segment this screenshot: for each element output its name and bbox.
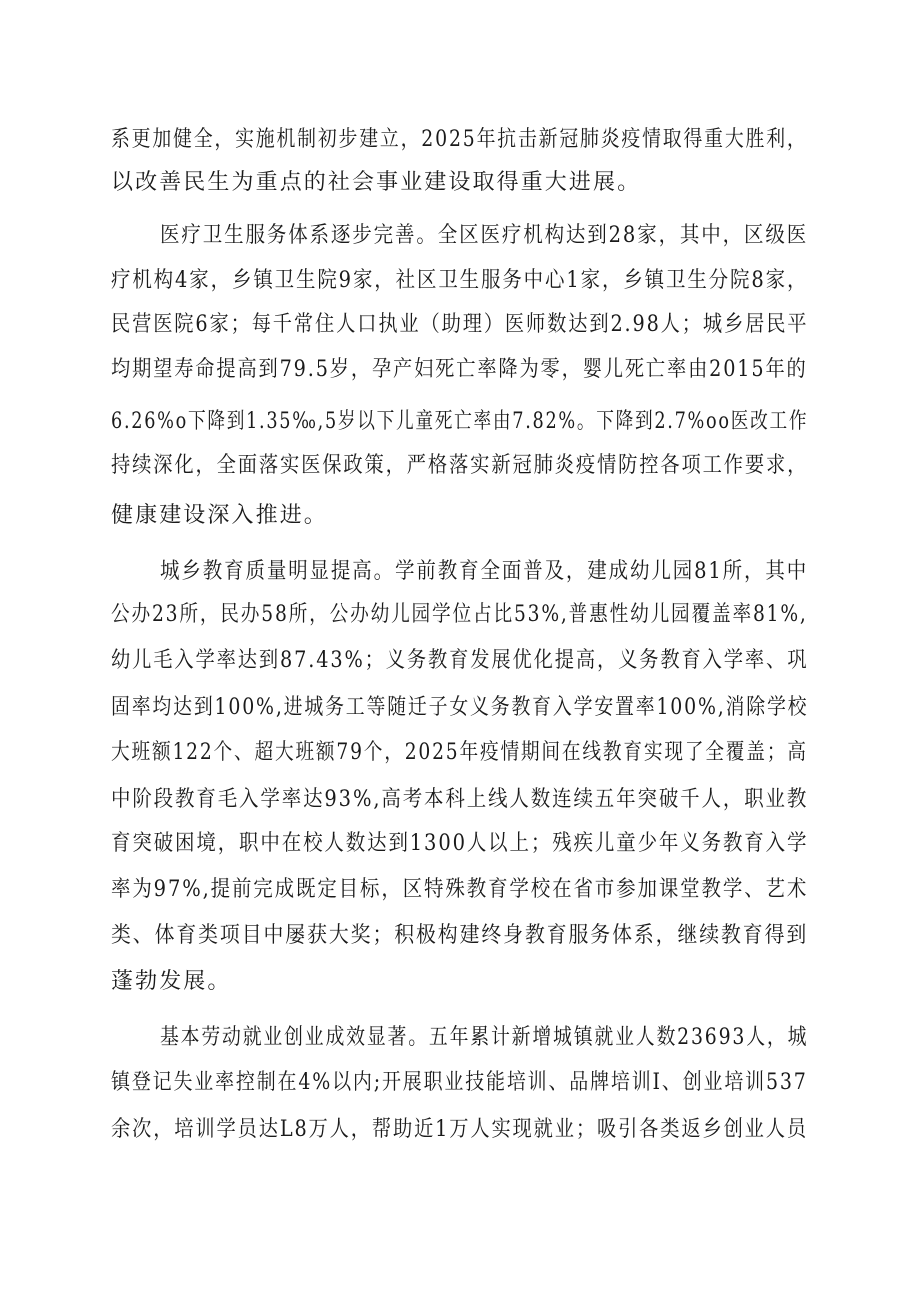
text-line [0, 688, 920, 728]
text-line [0, 733, 920, 773]
paragraph-text: 均期望寿命提高到79.5岁，孕产妇死亡率降为零，婴儿死亡率由2015年的 [111, 357, 808, 382]
paragraph-text: 基本劳动就业创业成效显著。五年累计新增城镇就业人数23693人，城 [160, 1025, 809, 1050]
text-line [0, 1063, 920, 1103]
paragraph-text: 率为97%,提前完成既定目标，区特殊教育学校在省市参加课堂教学、艺术 [111, 877, 809, 902]
text-line [0, 641, 920, 681]
text-line [0, 261, 920, 301]
paragraph-text: 类、体育类项目中屡获大奖；积极构建终身教育服务体系，继续教育得到 [111, 923, 809, 948]
text-line [0, 552, 920, 592]
paragraph-text: 健康建设深入推进。 [111, 503, 328, 528]
paragraph-text: 持续深化，全面落实医保政策，严格落实新冠肺炎疫情防控各项工作要求， [111, 453, 809, 478]
paragraph-text: 6.26%o下降到1.35‰,5岁以下儿童死亡率由7.82%。下降到2.7%oo医改工作 [111, 409, 809, 434]
paragraph-text: 系更加健全，实施机制初步建立，2025年抗击新冠肺炎疫情取得重大胜利， [111, 127, 808, 152]
paragraph-text: 余次，培训学员达L8万人，帮助近1万人实现就业；吸引各类返乡创业人员 [111, 1117, 808, 1142]
text-line [0, 216, 920, 256]
paragraph-text: 镇登记失业率控制在4%以内;开展职业技能培训、品牌培训I、创业培训537 [111, 1070, 808, 1095]
paragraph-text: 疗机构4家，乡镇卫生院9家，社区卫生服务中心1家，乡镇卫生分院8家， [111, 268, 809, 293]
text-line [0, 1018, 920, 1058]
paragraph-text: 城乡教育质量明显提高。学前教育全面普及，建成幼儿园81所，其中 [160, 559, 809, 584]
text-line [0, 870, 920, 910]
paragraph-text: 以改善民生为重点的社会事业建设取得重大进展。 [111, 170, 642, 195]
text-line [0, 305, 920, 345]
text-line [0, 780, 920, 820]
paragraph-text: 民营医院6家；每千常住人口执业（助理）医师数达到2.98人；城乡居民平 [111, 312, 809, 337]
paragraph-text: 固率均达到100%,进城务工等随迁子女义务教育入学安置率100%,消除学校 [111, 695, 809, 720]
paragraph-text: 蓬勃发展。 [111, 969, 232, 994]
paragraph-text: 大班额122个、超大班额79个，2025年疫情期间在线教育实现了全覆盖；高 [111, 740, 808, 765]
text-line [0, 350, 920, 390]
text-line [0, 163, 920, 203]
paragraph-text: 育突破困境，职中在校人数达到1300人以上；残疾儿童少年义务教育入学 [111, 831, 809, 856]
paragraph-text: 中阶段教育毛入学率达93%,高考本科上线人数连续五年突破千人，职业教 [111, 787, 809, 812]
text-line [0, 120, 920, 160]
text-line [0, 962, 920, 1002]
text-line [0, 1110, 920, 1150]
text-line [0, 916, 920, 956]
text-line [0, 446, 920, 486]
text-line [0, 595, 920, 635]
text-line [0, 402, 920, 442]
paragraph-text: 幼儿毛入学率达到87.43%；义务教育发展优化提高，义务教育入学率、巩 [111, 648, 809, 673]
text-line [0, 824, 920, 864]
text-line [0, 496, 920, 536]
paragraph-text: 医疗卫生服务体系逐步完善。全区医疗机构达到28家，其中，区级医 [160, 223, 809, 248]
paragraph-text: 公办23所，民办58所，公办幼儿园学位占比53%,普惠性幼儿园覆盖率81%, [111, 602, 808, 627]
